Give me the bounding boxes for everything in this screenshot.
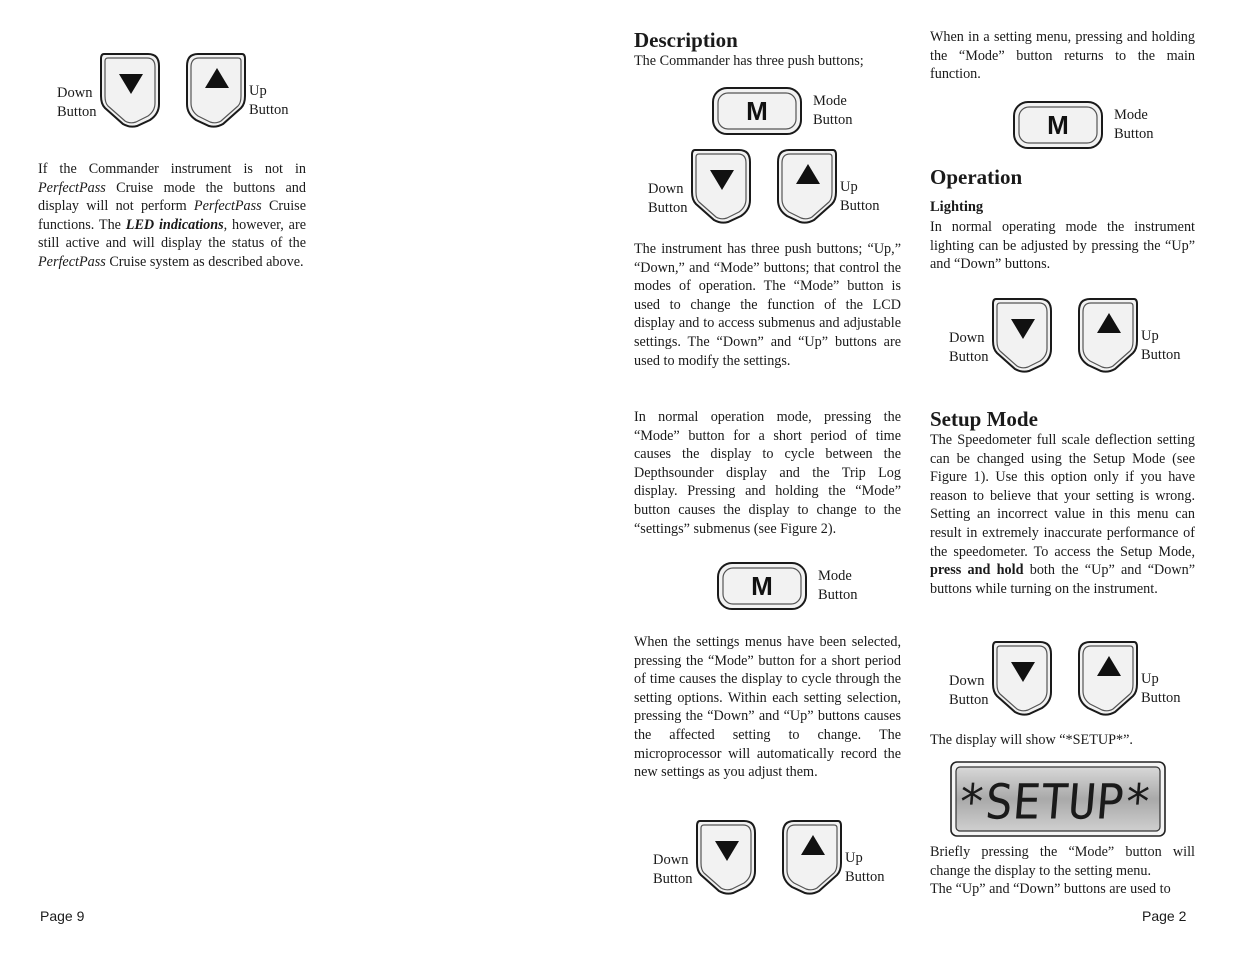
down-button-icon (688, 146, 754, 224)
description-heading: Description (634, 28, 738, 52)
button-figure-1 (648, 146, 888, 232)
left-button-figure (57, 50, 297, 136)
operation-heading: Operation (930, 165, 1023, 189)
up-button-label: Up Button (845, 850, 885, 885)
button-figure-3 (949, 295, 1189, 381)
briefly-paragraph: Briefly pressing the “Mode” button will change the display to the setting menu. (930, 844, 1195, 879)
up-button-icon (774, 146, 840, 224)
up-down-continued: The “Up” and “Down” buttons are used to (930, 881, 1171, 897)
up-button-icon (183, 50, 249, 128)
down-button-icon (989, 638, 1055, 716)
mode-button-figure-1 (711, 86, 891, 140)
button-figure-2 (653, 817, 893, 903)
mode-button-icon (716, 561, 808, 611)
lighting-heading: Lighting (930, 199, 984, 215)
page-number-right: Page 2 (1142, 908, 1187, 924)
left-paragraph: If the Commander instrument is not in PerfectPass Cruise mode the buttons and display will not perform PerfectPass Cruise functions. The LED indications, however, are still active and will display the status of the PerfectPass Cruise system as described above. (38, 161, 306, 270)
page-number-left: Page 9 (40, 908, 85, 924)
description-paragraph-3: When the settings menus have been selected, pressing the “Mode” button for a short period of time causes the display to cycle through the setting options. Within each setting selection, pressing the “Down” and “Up” buttons causes the affected setting to change. The microprocessor will automatically record the new settings as you adjust them. (634, 634, 901, 781)
down-button-label: Down Button (57, 85, 97, 120)
mode-button-icon (711, 86, 803, 136)
down-button-label: Down Button (653, 852, 693, 887)
display-show-text: The display will show “*SETUP*”. (930, 732, 1133, 748)
up-button-label: Up Button (249, 83, 289, 118)
up-button-label: Up Button (1141, 328, 1181, 363)
down-button-icon (989, 295, 1055, 373)
description-paragraph-1: The instrument has three push buttons; “Up,” “Down,” and “Mode” buttons; that control the modes of operation. The “Mode” button is used to change the function of the LCD display and to access submenus and adjustable settings. The “Down” and “Up” buttons are used to modify the settings. (634, 241, 901, 369)
down-button-label: Down Button (648, 181, 688, 216)
mode-button-figure-2 (716, 561, 896, 615)
up-button-icon (779, 817, 845, 895)
lcd-display (950, 761, 1166, 837)
up-button-icon (1075, 638, 1141, 716)
down-button-label: Down Button (949, 673, 989, 708)
mode-button-label: Mode Button (1114, 107, 1154, 142)
mode-button-label: Mode Button (818, 568, 858, 603)
button-figure-4 (949, 638, 1189, 724)
setup-mode-heading: Setup Mode (930, 407, 1038, 431)
mode-button-label: Mode Button (813, 93, 853, 128)
up-button-label: Up Button (1141, 671, 1181, 706)
lcd-display-text: *SETUP* (955, 774, 1154, 832)
description-paragraph-2: In normal operation mode, pressing the “Mode” button for a short period of time causes the display to cycle between the Depthsounder display and the Trip Log display. Pressing and holding the “Mode” button causes the display to change to the “settings” submenus (see Figure 2). (634, 409, 901, 537)
description-intro: The Commander has three push buttons; (634, 53, 864, 69)
setting-hold-paragraph: When in a setting menu, pressing and holding the “Mode” button returns to the main function. (930, 29, 1195, 83)
up-button-label: Up Button (840, 179, 880, 214)
mode-button-icon (1012, 100, 1104, 150)
lighting-paragraph: In normal operating mode the instrument lighting can be adjusted by pressing the “Up” and “Down” buttons. (930, 219, 1195, 273)
down-button-label: Down Button (949, 330, 989, 365)
mode-button-figure-3 (1012, 100, 1192, 154)
up-button-icon (1075, 295, 1141, 373)
down-button-icon (97, 50, 163, 128)
down-button-icon (693, 817, 759, 895)
setup-mode-paragraph: The Speedometer full scale deflection setting can be changed using the Setup Mode (see Figure 1). Use this option only if you have reason to believe that your setting is wrong. Setting an incorrect value in this menu can result in extremely inaccurate performance of the speedometer. To access the Setup Mode, press and hold both the “Up” and “Down” buttons while turning on the instrument. (930, 432, 1196, 597)
